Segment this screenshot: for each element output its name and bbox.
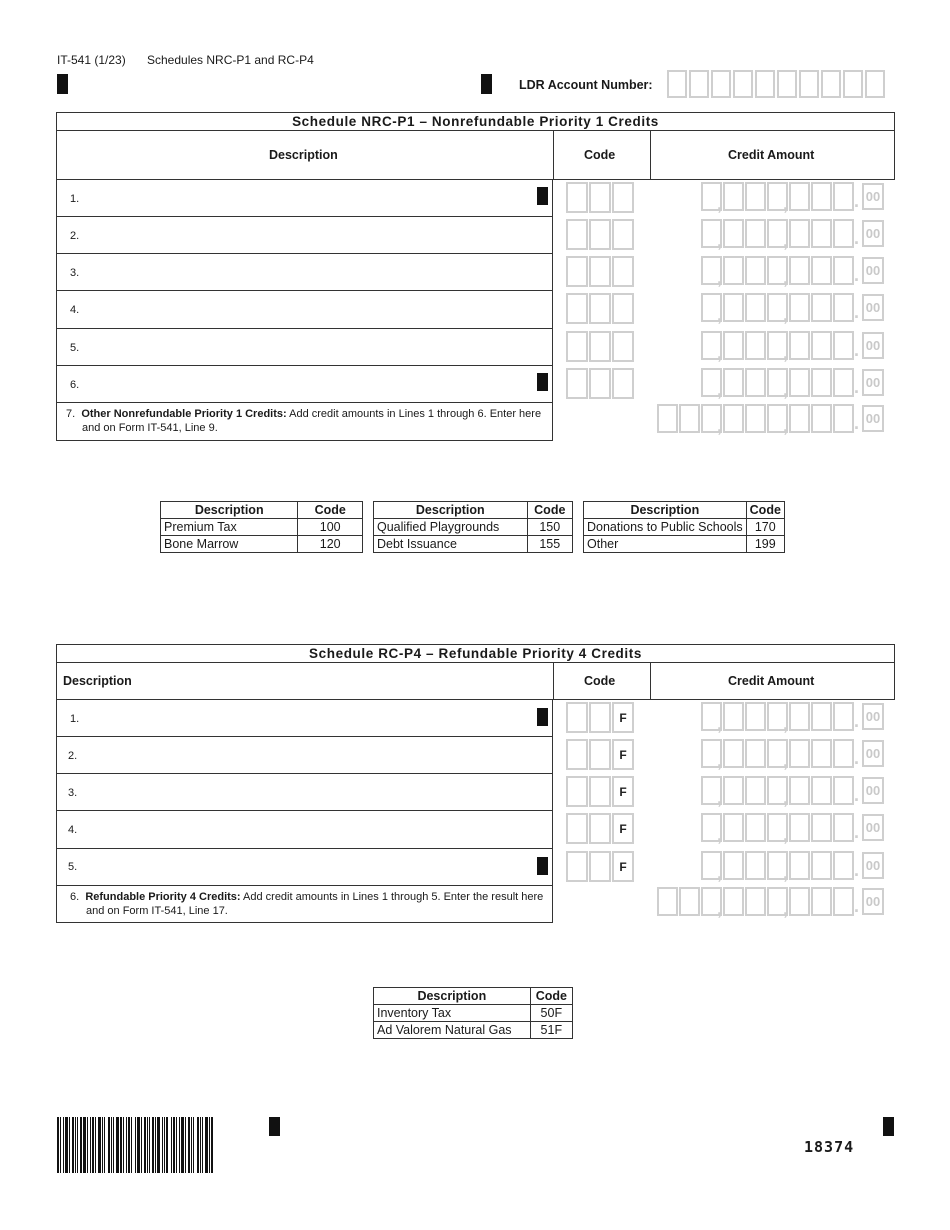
nrc-line-5-number: 5. — [70, 342, 80, 354]
nrc-line-3-number: 3. — [70, 267, 80, 279]
barcode — [57, 1117, 214, 1173]
table-row: Bone Marrow 120 — [161, 536, 363, 553]
rc-line-5-number: 5. — [68, 861, 78, 873]
table-row: Debt Issuance 155 — [374, 536, 573, 553]
nrc-line-6-number: 6. — [70, 379, 80, 391]
rc-line-1-number: 1. — [70, 713, 80, 725]
rc-table-header — [56, 644, 895, 700]
nrc-col-code: Code — [584, 148, 616, 162]
nrc-line-1-number: 1. — [70, 193, 80, 205]
form-id: IT-541 (1/23) — [57, 53, 126, 67]
registration-mark — [537, 857, 548, 875]
rc-line-3-number: 3. — [68, 787, 78, 799]
form-title: Schedules NRC-P1 and RC-P4 — [147, 53, 314, 67]
registration-mark — [537, 708, 548, 726]
rc-col-code: Code — [584, 674, 616, 688]
rc-line-4-number: 4. — [68, 824, 78, 836]
table-row: Donations to Public Schools 170 — [584, 519, 785, 536]
registration-mark — [537, 187, 548, 205]
nrc-col-credit: Credit Amount — [728, 148, 815, 162]
registration-mark — [537, 373, 548, 391]
registration-mark — [883, 1117, 894, 1136]
rc-col-credit: Credit Amount — [728, 674, 815, 688]
form-number: 18374 — [804, 1138, 855, 1156]
nrc-line-2-number: 2. — [70, 230, 80, 242]
table-row: Premium Tax 100 — [161, 519, 363, 536]
rc-col-description: Description — [63, 674, 132, 688]
ldr-account-input[interactable] — [667, 70, 887, 98]
rc-line-2-number: 2. — [68, 750, 78, 762]
table-row: Other 199 — [584, 536, 785, 553]
nrc-code-table-3: Description Code Donations to Public Schools 170 Other 199 — [583, 501, 785, 553]
table-row: Ad Valorem Natural Gas 51F — [374, 1022, 573, 1039]
nrc-line-4-number: 4. — [70, 304, 80, 316]
rc-line-6-text: 6. Refundable Priority 4 Credits: Add credit amounts in Lines 1 through 5. Enter the result here and on Form IT-541, Line 17. — [70, 891, 544, 917]
registration-mark — [57, 74, 68, 94]
table-row: Inventory Tax 50F — [374, 1005, 573, 1022]
nrc-code-table-2: Description Code Qualified Playgrounds 150 Debt Issuance 155 — [373, 501, 573, 553]
table-row: Qualified Playgrounds 150 — [374, 519, 573, 536]
nrc-line-7-text: 7. Other Nonrefundable Priority 1 Credits: Add credit amounts in Lines 1 through 6. Enter here and on Form IT-541, Line 9. — [66, 408, 542, 434]
nrc-col-description: Description — [269, 148, 338, 162]
nrc-title: Schedule NRC-P1 – Nonrefundable Priority 1 Credits — [57, 113, 894, 131]
registration-mark — [269, 1117, 280, 1136]
ldr-account-label: LDR Account Number: — [519, 78, 653, 92]
nrc-code-table-1: Description Code Premium Tax 100 Bone Marrow 120 — [160, 501, 363, 553]
registration-mark — [481, 74, 492, 94]
rc-title: Schedule RC-P4 – Refundable Priority 4 Credits — [57, 645, 894, 663]
nrc-table-header — [56, 112, 895, 180]
rc-code-table: Description Code Inventory Tax 50F Ad Valorem Natural Gas 51F — [373, 987, 573, 1039]
